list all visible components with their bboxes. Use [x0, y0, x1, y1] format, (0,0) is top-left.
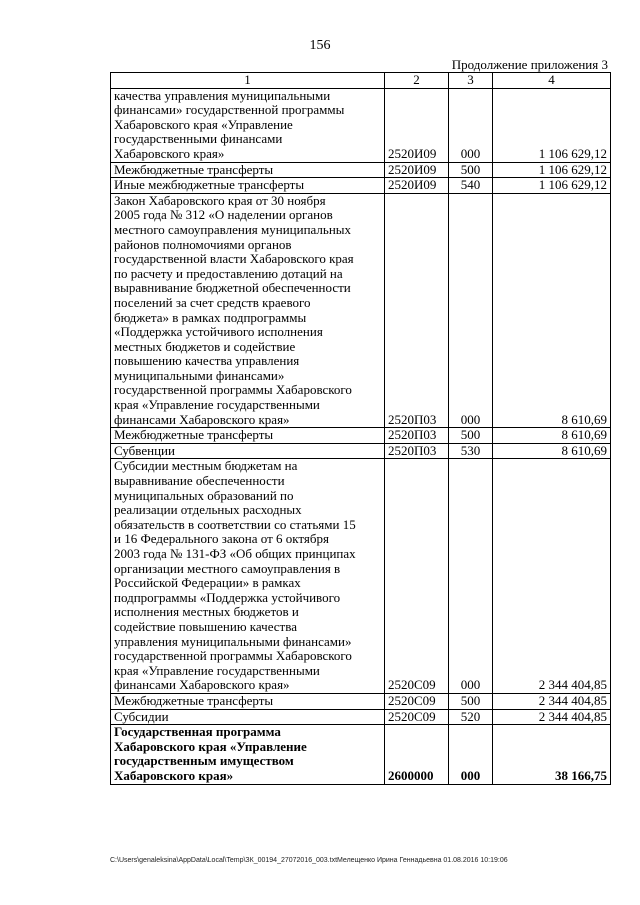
description-line: финансами Хабаровского края» [114, 677, 290, 693]
description-line: Иные межбюджетные трансферты [114, 177, 305, 193]
table-row [111, 193, 611, 428]
table-row [111, 693, 611, 709]
description-line: по расчету и предоставлению дотаций на [114, 265, 343, 281]
row-description [111, 178, 385, 194]
description-line: финансами Хабаровского края» [114, 411, 290, 427]
row-description [111, 162, 385, 178]
row-amount: 2 344 404,85 [493, 693, 611, 709]
continuation-label: Продолжение приложения 3 [451, 57, 608, 72]
description-line: поселений за счет средств краевого [114, 294, 311, 310]
description-line: Закон Хабаровского края от 30 ноября [114, 192, 326, 208]
description-line: Хабаровского края «Управление [114, 738, 307, 754]
row-expense-type: 520 [449, 709, 493, 725]
row-description [111, 443, 385, 459]
table-row [111, 459, 611, 694]
row-description [111, 459, 385, 694]
description-line: Межбюджетные трансферты [114, 161, 274, 177]
row-description [111, 428, 385, 444]
description-line: исполнения местных бюджетов и [114, 604, 299, 620]
description-line: края «Управление государственными [114, 662, 320, 678]
description-line: организации местного самоуправления в [114, 560, 341, 576]
row-target-code: 2520И09 [385, 88, 449, 162]
row-description [111, 709, 385, 725]
table-row [111, 443, 611, 459]
row-amount: 1 106 629,12 [493, 162, 611, 178]
description-line: Хабаровского края «Управление [114, 116, 293, 132]
row-expense-type: 500 [449, 162, 493, 178]
row-target-code: 2520С09 [385, 459, 449, 694]
row-target-code: 2520И09 [385, 162, 449, 178]
header-cell-3: 3 [449, 73, 493, 89]
description-line: государственной власти Хабаровского края [114, 251, 354, 267]
row-amount: 8 610,69 [493, 428, 611, 444]
description-line: обязательств в соответствии со статьями 15 [114, 516, 356, 532]
table-row [111, 88, 611, 162]
row-amount: 1 106 629,12 [493, 178, 611, 194]
row-target-code: 2600000 [385, 725, 449, 784]
header-cell-1: 1 [111, 73, 385, 89]
description-line: и 16 Федерального закона от 6 октября [114, 531, 330, 547]
description-line: районов полномочиями органов [114, 236, 292, 252]
row-target-code: 2520С09 [385, 693, 449, 709]
row-target-code: 2520И09 [385, 178, 449, 194]
row-expense-type: 000 [449, 725, 493, 784]
description-line: «Поддержка устойчивого исполнения [114, 324, 323, 340]
row-amount: 8 610,69 [493, 193, 611, 428]
description-line: подпрограммы «Поддержка устойчивого [114, 589, 341, 605]
table-row [111, 162, 611, 178]
row-description [111, 693, 385, 709]
file-path-footer: C:\Users\genaleksina\AppData\Local\Temp\ЗК_00194_27072016_003.txtМелещенко Ирина Геннадьевна 01.08.2016 10:19:06 [110, 857, 508, 864]
header-cell-4: 4 [493, 73, 611, 89]
description-line: края «Управление государственными [114, 397, 320, 413]
description-line: качества управления муниципальными [114, 87, 331, 103]
row-expense-type: 530 [449, 443, 493, 459]
row-expense-type: 000 [449, 459, 493, 694]
row-amount: 2 344 404,85 [493, 459, 611, 694]
row-description [111, 193, 385, 428]
row-description [111, 88, 385, 162]
description-line: государственными финансами [114, 131, 283, 147]
description-line: муниципальными финансами» [114, 367, 285, 383]
description-line: Межбюджетные трансферты [114, 692, 274, 708]
table-header-row [111, 73, 611, 89]
description-line: 2003 года № 131-ФЗ «Об общих принципах [114, 546, 356, 561]
description-line: государственной программы Хабаровского [114, 382, 352, 398]
description-line: Субсидии [114, 708, 169, 724]
table-row [111, 725, 611, 784]
description-line: повышению качества управления [114, 353, 300, 369]
description-line: 2005 года № 312 «О наделении органов [114, 207, 333, 223]
row-target-code: 2520П03 [385, 428, 449, 444]
row-target-code: 2520П03 [385, 443, 449, 459]
description-line: реализации отдельных расходных [114, 502, 302, 518]
description-line: государственной программы Хабаровского [114, 648, 352, 664]
description-line: Хабаровского края» [114, 145, 225, 161]
row-expense-type: 500 [449, 428, 493, 444]
description-line: Субвенции [114, 442, 175, 458]
description-line: Государственная программа [114, 724, 281, 740]
header-cell-2: 2 [385, 73, 449, 89]
row-amount: 38 166,75 [493, 725, 611, 784]
row-target-code: 2520П03 [385, 193, 449, 428]
description-line: муниципальных образований по [114, 487, 294, 503]
row-expense-type: 540 [449, 178, 493, 194]
description-line: местного самоуправления муниципальных [114, 221, 352, 237]
description-line: Хабаровского края» [114, 767, 234, 783]
description-line: выравнивание обеспеченности [114, 473, 285, 489]
page-number: 156 [309, 38, 331, 53]
row-description [111, 725, 385, 784]
description-line: содействие повышению качества [114, 618, 297, 634]
description-line: Межбюджетные трансферты [114, 427, 274, 443]
description-line: управления муниципальными финансами» [114, 633, 352, 649]
description-line: местных бюджетов и содействие [114, 338, 296, 354]
description-line: государственным имуществом [114, 753, 294, 769]
description-line: бюджета» в рамках подпрограммы [114, 309, 307, 325]
description-line: финансами» государственной программы [114, 102, 345, 118]
description-line: Субсидии местным бюджетам на [114, 458, 298, 474]
description-line: Российской Федерации» в рамках [114, 575, 301, 591]
table-row [111, 428, 611, 444]
row-expense-type: 500 [449, 693, 493, 709]
row-amount: 8 610,69 [493, 443, 611, 459]
table-row [111, 178, 611, 194]
row-expense-type: 000 [449, 193, 493, 428]
description-line: выравнивание бюджетной обеспеченности [114, 280, 351, 296]
appendix-table [110, 72, 611, 785]
row-amount: 1 106 629,12 [493, 88, 611, 162]
row-target-code: 2520С09 [385, 709, 449, 725]
table-row [111, 709, 611, 725]
row-amount: 2 344 404,85 [493, 709, 611, 725]
row-expense-type: 000 [449, 88, 493, 162]
